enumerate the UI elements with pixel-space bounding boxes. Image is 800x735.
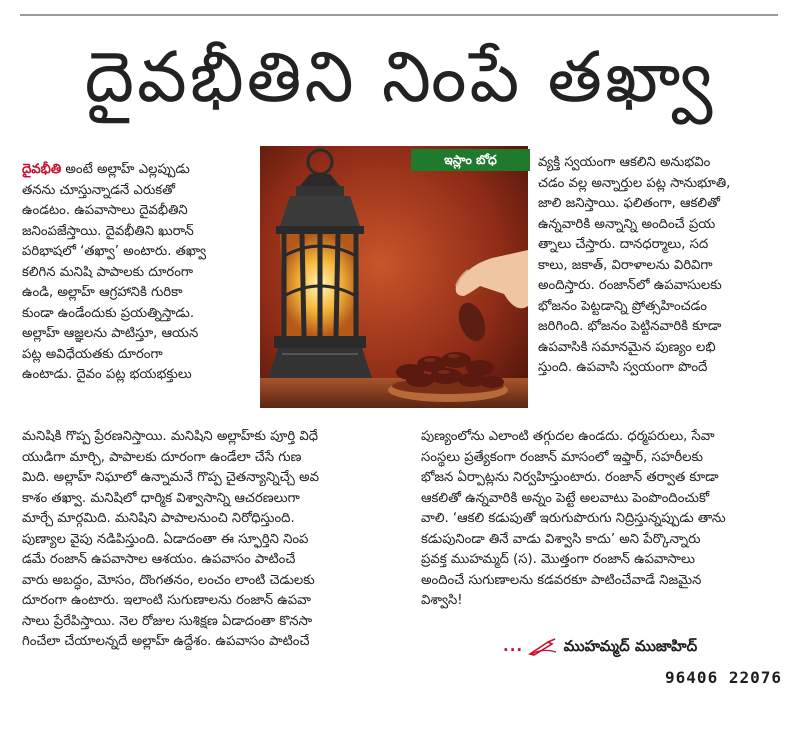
text-line: ప్రవక్త ముహమ్మద్‌ (స). మొత్తంగా రంజాన్‌ ఉపవాసాలు (421, 552, 695, 567)
text-line: పుణ్యాల వైపు నడిపిస్తుంది. ఏడాదంతా ఈ స్ఫూర్తిని నింప (22, 531, 309, 547)
pen-icon (528, 637, 563, 655)
text-line: కాలు, జకాత్‌, విరాళాలను విరివిగా (538, 257, 713, 273)
text-line: జరిగింది. భోజనం పెట్టినవారికి కూడా (538, 319, 722, 334)
text-line: కలిగిన మనిషి పాపాలకు దూరంగా (22, 264, 194, 280)
text-line: డమే రంజాన్‌ ఉపవాసాల ఆశయం. ఉపవాసం పాటించే (22, 552, 296, 567)
text-line: భోజనం పెట్టడాన్ని ప్రోత్సహించడం (538, 298, 707, 314)
top-rule (20, 14, 778, 16)
text-line: దైవభీతి అంటే అల్లాహ్‌ ఎల్లప్పుడు (22, 162, 190, 177)
text-line: కాశం తఖ్వా. మనిషిలో ధార్మిక విశ్వాసాన్ని ఆచరణలుగా (22, 490, 300, 506)
text-line: వ్యక్తి స్వయంగా ఆకలిని అనుభవిం (538, 155, 711, 170)
headline: దైవభీతిని నింపే తఖ్వా (84, 36, 716, 118)
text-line: జనింపజేస్తాయి. దైవభీతిని ఖురాన్‌ (22, 223, 194, 239)
section-tag: ఇస్లాం బోధ (411, 149, 530, 171)
text-line: జాలి జనిస్తాయి. ఫలితంగా, ఆకలితో (538, 196, 720, 211)
left-column (22, 160, 250, 386)
author-name: ముహమ్మద్‌ ముజాహిద్‌ (563, 637, 698, 655)
text-line: చడం వల్ల అన్నార్తుల పట్ల సానుభూతి, (538, 175, 731, 191)
text-line: త్నాలు చేస్తారు. దానధర్మాలు, సద (538, 237, 709, 252)
text-line: స్తుంది. ఉపవాసి స్వయంగా పొందే (538, 360, 708, 375)
text-line: పట్ల అవిధేయతకు దూరంగా (22, 346, 163, 362)
text-line: మిది. అల్లాహ్‌ నిఘాలో ఉన్నామనే గొప్ప చైతన్యాన్నిచ్చే అవ (22, 470, 319, 485)
text-line: విశ్వాసి! (421, 593, 463, 608)
text-line: మనిషికి గొప్ప ప్రేరణనిస్తాయి. మనిషిని అల్లాహ్‌కు పూర్తి విధే (22, 429, 319, 444)
text-line: దూరంగా ఉంటారు. ఇలాంటి సుగుణాలను రంజాన్‌ ఉపవా (22, 593, 311, 608)
text-line: కడుపునిండా తినే వాడు విశ్వాసి కాదు’ అని పేర్కొన్నారు (421, 531, 701, 547)
text-line: అల్లాహ్‌ ఆజ్ఞలను పాటిస్తూ, ఆయన (22, 326, 199, 341)
text-line: ఉండి, అల్లాహ్‌ ఆగ్రహానికి గురికా (22, 285, 183, 300)
byline (503, 632, 783, 660)
text-line: వాలి. ‘ఆకలి కడుపుతో ఇరుగుపొరుగు నిద్రిస్తున్నప్పుడు తాను (421, 511, 726, 526)
text-line: సంస్థలు ప్రత్యేకంగా రంజాన్‌ మాసంలో ఇఫ్తార్‌, సహరీలకు (421, 449, 703, 465)
text-line: అందించే సుగుణాలను కడవరకూ పాటించేవాడే నిజమైన (421, 572, 702, 588)
text-line: పరిభాషలో ‘తఖ్వా’ అంటారు. తఖ్వా (22, 244, 207, 259)
text-line: తనను చూస్తున్నాడనే ఎరుకతో (22, 182, 176, 198)
text-line: యుడిగా మార్చి, పాపాలకు దూరంగా ఉండేలా చేసే గుణ (22, 449, 302, 465)
text-line: కుండా ఉండేందుకు ప్రయత్నిస్తాడు. (22, 305, 195, 321)
text-line: ఉపవాసికి సమానమైన పుణ్యం లభి (538, 339, 716, 355)
text-line: మార్చే మార్గమిది. మనిషిని పాపాలనుంచి నిరోధిస్తుంది. (22, 511, 295, 526)
text-line: అందిస్తారు. రంజాన్‌లో ఉపవాసులకు (538, 278, 722, 293)
right-column (538, 153, 780, 379)
byline-dots: ... (503, 637, 524, 655)
left-wide-column (22, 427, 368, 653)
text-line: ఉంటాడు. దైవం పట్ల భయభక్తులు (22, 367, 192, 382)
ramadan-lantern-photo (260, 146, 528, 408)
text-line: వారు అబద్ధం, మోసం, దొంగతనం, లంచం లాంటి చెడులకు (22, 572, 315, 588)
text-line: సాలు ప్రేరేపిస్తాయి. నెల రోజుల సుశిక్షణ ఏడాదంతా కొనసా (22, 613, 313, 629)
text-line: భోజన ఏర్పాట్లను నిర్వహిస్తుంటారు. రంజాన్‌ తర్వాత కూడా (421, 470, 719, 485)
text-line: గించేలా చేయాలన్నదే అల్లాహ్‌ ఉద్దేశం. ఉపవాసం పాటించే (22, 634, 310, 649)
lead-word: దైవభీతి (22, 162, 62, 177)
text-line: పుణ్యంలోను ఎలాంటి తగ్గుదల ఉండదు. ధర్మపరులు, సేవా (421, 429, 715, 444)
right-wide-column (421, 427, 780, 612)
text-line: ఉన్నవారికి అన్నాన్ని అందించే ప్రయ (538, 216, 716, 232)
text-line: ఉండటం. ఉపవాసాలు దైవభీతిని (22, 203, 188, 218)
text-line: ఆకలితో ఉన్నవారికి అన్నం పెట్టే అలవాటు పెంపొందించుకో (421, 490, 710, 506)
author-phone: 96406 22076 (665, 668, 782, 687)
